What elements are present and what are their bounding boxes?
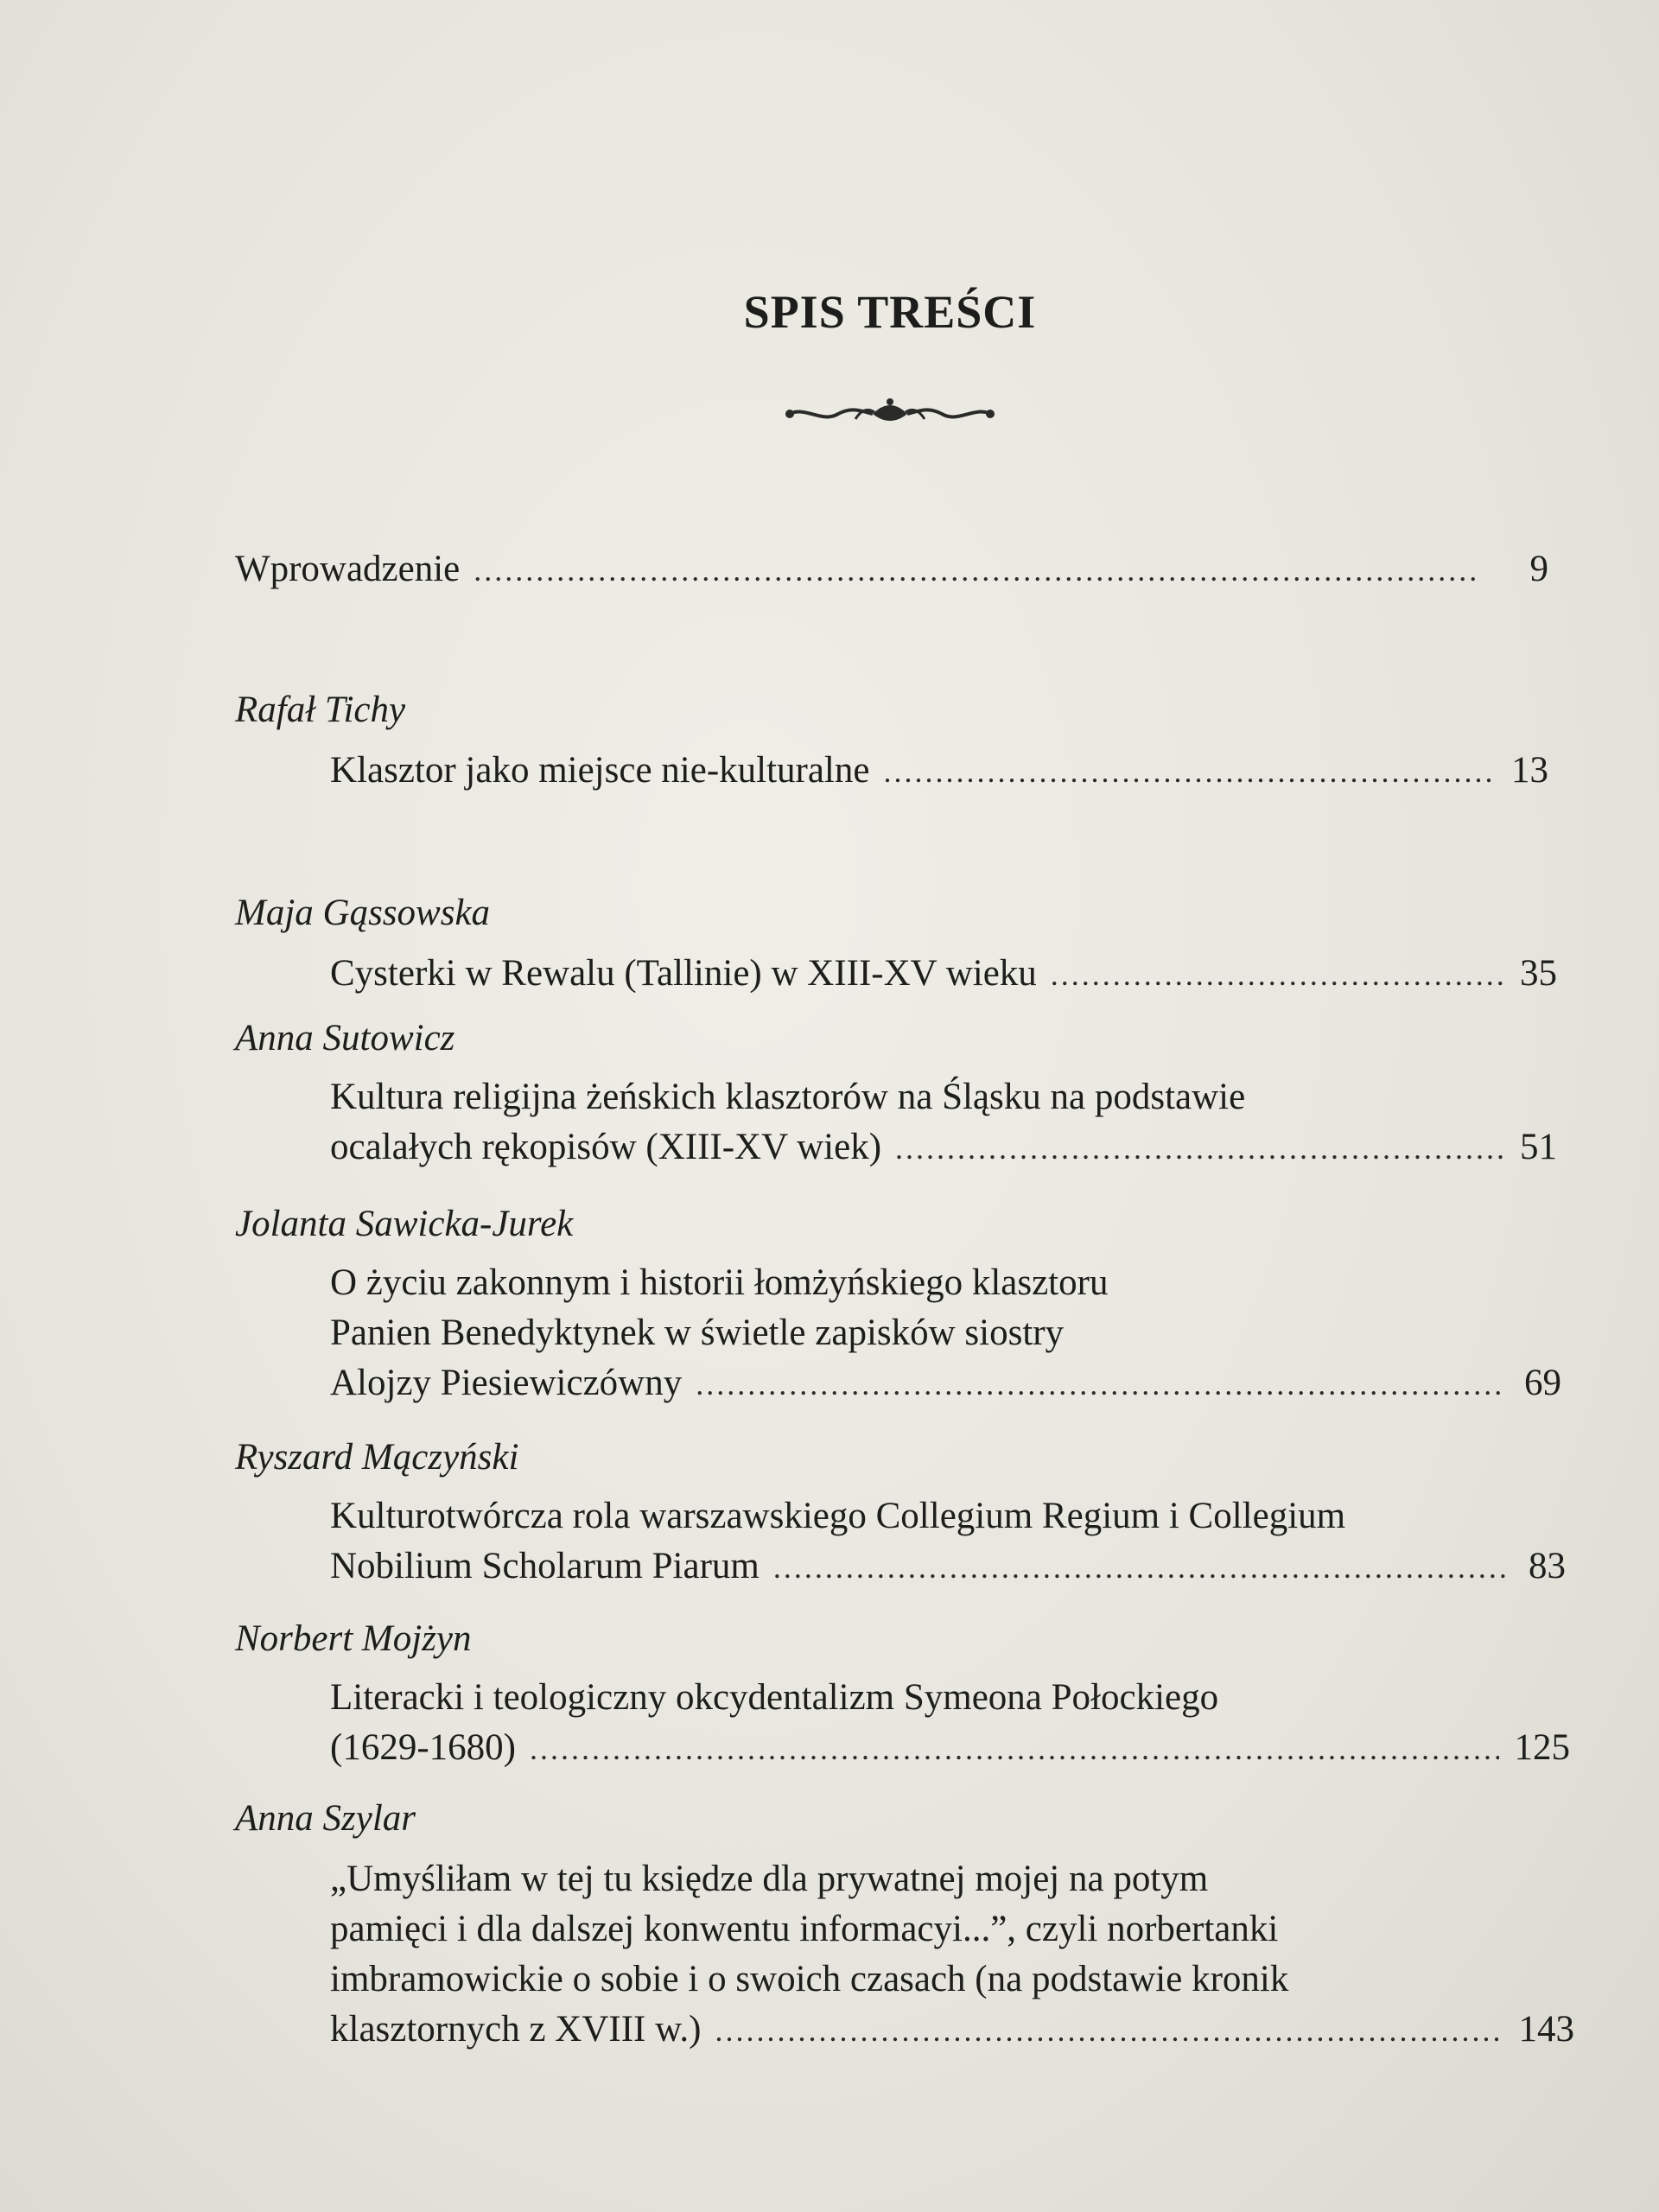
toc-entry [235,1796,1574,2056]
toc-page-number: 13 [1511,750,1548,791]
toc-entry-title-line[interactable]: Panien Benedyktynek w świetle zapisków siostry [330,1313,1065,1353]
toc-entry [235,890,1557,1000]
toc-entry [235,1015,1557,1173]
toc-page-number: 69 [1524,1363,1561,1403]
toc-entry [235,1201,1561,1409]
toc-entry-title-line[interactable]: Kulturotwórcza rola warszawskiego Collegium Regium i Collegium [330,1496,1346,1536]
toc-entry-title[interactable]: Cysterki w Rewalu (Tallinie) w XIII-XV wieku [330,953,1037,994]
dot-leader [773,1542,1509,1592]
dot-leader [530,1724,1499,1774]
toc-entry-title[interactable]: Klasztor jako miejsce nie-kulturalne [330,750,870,791]
dot-leader [883,747,1497,797]
toc-page-number: 51 [1520,1127,1557,1167]
toc-author: Rafał Tichy [235,690,406,730]
toc-entry-title-line[interactable]: pamięci i dla dalszej konwentu informacyi...”, czyli norbertanki [330,1909,1279,1949]
dot-leader [474,545,1475,595]
toc-entry-title-line[interactable]: ocalałych rękopisów (XIII-XV wiek) [330,1127,882,1167]
dot-leader [1051,950,1506,1000]
toc-entry-title[interactable]: Wprowadzenie [235,549,461,589]
toc-page-number: 143 [1518,2009,1574,2050]
page-title: SPIS TREŚCI [743,286,1037,338]
toc-entry-title-line[interactable]: Alojzy Piesiewiczówny [330,1363,683,1403]
dot-leader [715,2005,1504,2056]
toc-entry-title-line[interactable]: Kultura religijna żeńskich klasztorów na Śląsku na podstawie [330,1077,1246,1117]
toc-author: Anna Sutowicz [235,1018,455,1058]
toc-entry-title-line[interactable]: „Umyśliłam w tej tu księdze dla prywatnej mojej na potym [330,1859,1209,1899]
toc-page-number: 35 [1520,953,1557,994]
ornament-divider-icon [778,393,1002,435]
dot-leader [696,1359,1500,1409]
toc-author: Maja Gąssowska [235,893,491,933]
toc-author: Ryszard Mączyński [235,1437,519,1478]
toc-page-number: 125 [1514,1727,1570,1768]
toc-entry-title-line[interactable]: (1629-1680) [330,1727,516,1768]
toc-entry-title-line[interactable]: Nobilium Scholarum Piarum [330,1546,760,1586]
toc-entry [235,1434,1566,1592]
toc-page-number: 83 [1529,1546,1566,1586]
dot-leader [895,1123,1506,1173]
toc-entry-introduction [235,544,1548,595]
toc-author: Jolanta Sawicka-Jurek [235,1204,574,1244]
toc-entry-title-line[interactable]: Literacki i teologiczny okcydentalizm Symeona Połockiego [330,1677,1219,1718]
toc-entry-title-line[interactable]: imbramowickie o sobie i o swoich czasach (na podstawie kronik [330,1959,1289,1999]
toc-entry [235,1616,1570,1774]
toc-entry-title-line[interactable]: klasztornych z XVIII w.) [330,2009,702,2050]
toc-entry-title-line[interactable]: O życiu zakonnym i historii łomżyńskiego klasztoru [330,1262,1109,1303]
toc-page-number: 9 [1529,549,1548,589]
toc-author: Norbert Mojżyn [235,1618,472,1659]
toc-entry [235,687,1548,797]
toc-author: Anna Szylar [235,1798,416,1839]
